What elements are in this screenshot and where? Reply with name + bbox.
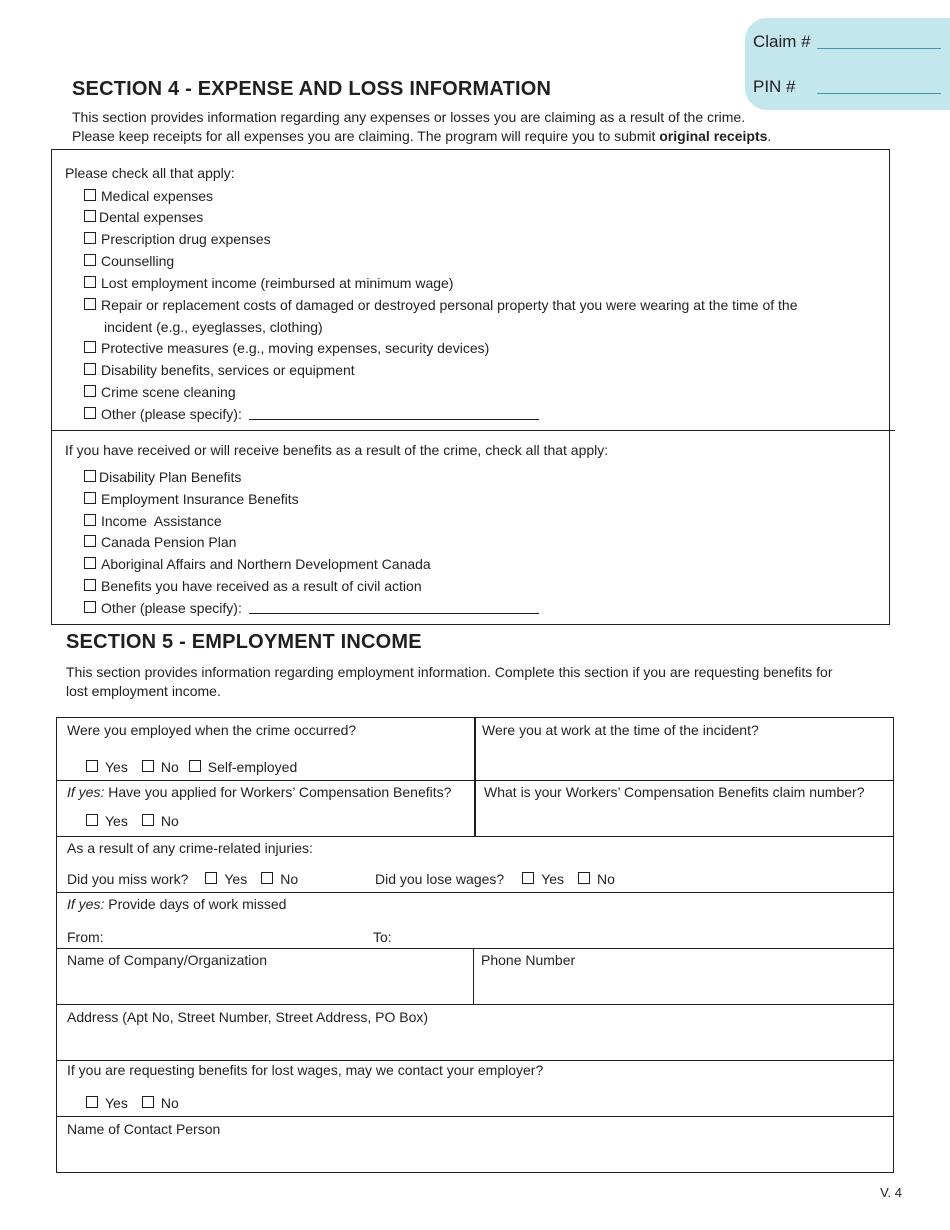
expense-label: Repair or replacement costs of damaged or destroyed personal property that you were wearing at the time of the	[101, 297, 798, 313]
wcb-options	[86, 812, 179, 830]
company-label: Name of Company/Organization	[67, 952, 267, 968]
benefit-checkbox[interactable]	[84, 557, 96, 569]
wcb-no-checkbox[interactable]	[142, 814, 154, 826]
miss-work-no-checkbox[interactable]	[261, 872, 273, 884]
days-missed-question	[67, 895, 286, 913]
yes-label: Yes	[105, 813, 128, 829]
injuries-question: As a result of any crime-related injuries:	[67, 840, 313, 856]
to-label: To:	[373, 929, 392, 945]
column-divider	[474, 717, 476, 836]
section5-title: SECTION 5 - EMPLOYMENT INCOME	[66, 631, 422, 653]
section4-title: SECTION 4 - EXPENSE AND LOSS INFORMATION	[72, 78, 552, 100]
self-employed-label: Self-employed	[207, 759, 298, 775]
expense-label-continuation: incident (e.g., eyeglasses, clothing)	[104, 319, 323, 335]
expense-option	[84, 187, 213, 207]
benefit-checkbox[interactable]	[84, 492, 96, 504]
section4-intro-line2	[72, 127, 771, 146]
expense-label: Crime scene cleaning	[101, 384, 236, 400]
claim-number-label: Claim #	[753, 32, 811, 51]
claim-number-field[interactable]	[817, 48, 941, 49]
yes-label: Yes	[105, 1095, 128, 1111]
version-label: V. 4	[880, 1185, 902, 1200]
expense-other-field[interactable]	[249, 405, 539, 420]
phone-label: Phone Number	[481, 952, 576, 968]
benefits-prompt: If you have received or will receive benefits as a result of the crime, check all that apply:	[65, 442, 609, 458]
self-employed-checkbox[interactable]	[189, 760, 201, 772]
no-label: No	[280, 871, 299, 887]
benefit-checkbox[interactable]	[84, 601, 96, 613]
benefit-option	[84, 468, 241, 488]
benefit-label: Other (please specify):	[101, 600, 242, 616]
miss-work-yes-checkbox[interactable]	[205, 872, 217, 884]
contact-no-checkbox[interactable]	[142, 1096, 154, 1108]
intro-text: Please keep receipts for all expenses you are claiming. The program will require you to submit	[72, 128, 660, 144]
benefit-label: Income Assistance	[101, 513, 222, 529]
miss-work-row	[67, 870, 298, 888]
benefit-option	[84, 555, 431, 575]
employed-question: Were you employed when the crime occurred?	[67, 722, 357, 738]
benefit-checkbox[interactable]	[84, 470, 96, 482]
contact-person-label: Name of Contact Person	[67, 1121, 221, 1137]
expense-option	[84, 361, 355, 381]
benefit-checkbox[interactable]	[84, 514, 96, 526]
benefit-checkbox[interactable]	[84, 579, 96, 591]
wcb-number-question: What is your Workers’ Compensation Benefits claim number?	[484, 784, 865, 800]
lose-wages-row	[375, 870, 615, 888]
benefit-option	[84, 512, 222, 532]
contact-employer-options	[86, 1094, 179, 1112]
intro-bold-text: original receipts	[659, 128, 768, 144]
no-label: No	[597, 871, 615, 887]
expense-checkbox[interactable]	[84, 298, 96, 310]
days-missed-text: Provide days of work missed	[104, 896, 287, 912]
address-label: Address (Apt No, Street Number, Street Address, PO Box)	[67, 1009, 429, 1025]
expense-label: Lost employment income (reimbursed at minimum wage)	[101, 275, 454, 291]
benefit-option-other	[84, 599, 539, 619]
benefit-label: Canada Pension Plan	[101, 534, 237, 550]
expense-option	[84, 208, 203, 228]
section4-divider	[51, 430, 895, 431]
yes-label: Yes	[541, 871, 565, 887]
miss-work-label: Did you miss work?	[67, 871, 189, 887]
benefit-option	[84, 577, 422, 597]
contact-yes-checkbox[interactable]	[86, 1096, 98, 1108]
expense-checkbox[interactable]	[84, 254, 96, 266]
expense-label: Prescription drug expenses	[101, 231, 271, 247]
expense-checkbox[interactable]	[84, 210, 96, 222]
benefit-checkbox[interactable]	[84, 535, 96, 547]
section5-intro-line2: lost employment income.	[66, 683, 221, 699]
employed-options	[86, 758, 297, 776]
if-yes-text: If yes:	[67, 896, 105, 912]
employed-no-checkbox[interactable]	[142, 760, 154, 772]
expense-option	[84, 274, 453, 294]
lose-wages-label: Did you lose wages?	[375, 871, 505, 887]
intro-suffix: .	[767, 128, 772, 144]
expense-label: Counselling	[101, 253, 175, 269]
expense-option	[84, 339, 489, 359]
column-divider	[473, 948, 474, 1004]
expense-option	[84, 230, 271, 250]
expense-option	[84, 296, 798, 316]
expense-option	[84, 383, 236, 403]
expense-checkbox[interactable]	[84, 385, 96, 397]
no-label: No	[160, 1095, 179, 1111]
expense-label: Dental expenses	[99, 209, 204, 225]
row-divider	[56, 948, 894, 949]
pin-label: PIN #	[753, 77, 796, 96]
no-label: No	[160, 759, 179, 775]
expense-checkbox[interactable]	[84, 276, 96, 288]
expense-label: Disability benefits, services or equipment	[101, 362, 355, 378]
expense-option	[84, 252, 174, 272]
expense-checkbox[interactable]	[84, 232, 96, 244]
at-work-question: Were you at work at the time of the incident?	[482, 722, 759, 738]
row-divider	[56, 836, 894, 837]
expense-checkbox[interactable]	[84, 189, 96, 201]
employed-yes-checkbox[interactable]	[86, 760, 98, 772]
contact-employer-question: If you are requesting benefits for lost wages, may we contact your employer?	[67, 1062, 544, 1078]
wcb-question-text: Have you applied for Workers’ Compensation Benefits?	[104, 784, 452, 800]
expense-label: Protective measures (e.g., moving expenses, security devices)	[101, 340, 490, 356]
row-divider	[56, 892, 894, 893]
lose-wages-no-checkbox[interactable]	[578, 872, 590, 884]
expense-label: Other (please specify):	[101, 406, 242, 422]
expense-label: Medical expenses	[101, 188, 214, 204]
if-yes-text: If yes:	[67, 784, 105, 800]
expense-option-other	[84, 405, 539, 425]
from-label: From:	[67, 929, 104, 945]
row-divider	[56, 1004, 894, 1005]
yes-label: Yes	[105, 759, 128, 775]
expense-checkbox[interactable]	[84, 407, 96, 419]
benefit-label: Aboriginal Affairs and Northern Development Canada	[101, 556, 431, 572]
yes-label: Yes	[224, 871, 248, 887]
expense-checkbox[interactable]	[84, 341, 96, 353]
expenses-prompt: Please check all that apply:	[65, 165, 235, 181]
row-divider	[56, 1116, 894, 1117]
wcb-question	[67, 783, 451, 801]
section4-intro-line1: This section provides information regarding any expenses or losses you are claiming as a result of the crime.	[72, 109, 746, 125]
no-label: No	[160, 813, 179, 829]
benefit-label: Benefits you have received as a result of civil action	[101, 578, 422, 594]
expense-checkbox[interactable]	[84, 363, 96, 375]
pin-field[interactable]	[817, 93, 941, 94]
benefit-option	[84, 533, 236, 553]
claim-pin-box	[745, 18, 950, 110]
wcb-yes-checkbox[interactable]	[86, 814, 98, 826]
benefit-label: Employment Insurance Benefits	[101, 491, 299, 507]
benefit-option	[84, 490, 299, 510]
benefit-label: Disability Plan Benefits	[99, 469, 242, 485]
benefit-other-field[interactable]	[249, 599, 539, 614]
lose-wages-yes-checkbox[interactable]	[522, 872, 534, 884]
section5-intro-line1: This section provides information regarding employment information. Complete this section if you are requesting benefits for	[66, 664, 833, 680]
